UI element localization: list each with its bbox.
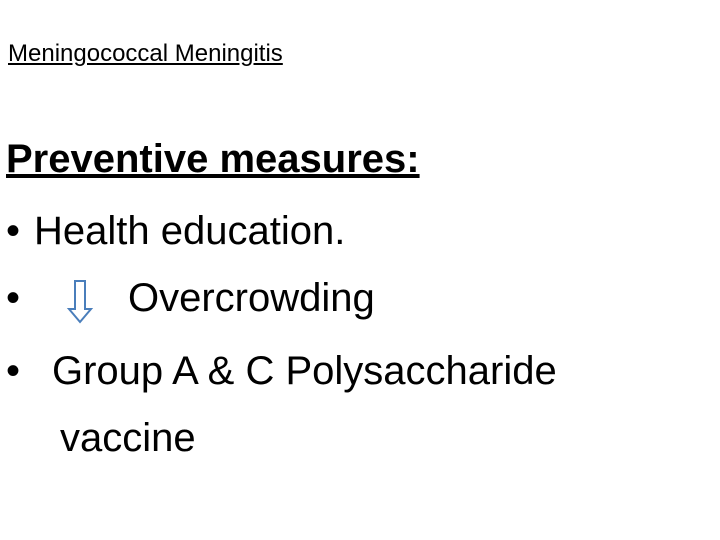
bullet-text: Overcrowding <box>128 276 375 320</box>
bullet-continuation: vaccine <box>60 416 196 460</box>
bullet-marker: • <box>6 209 21 253</box>
slide-title: Preventive measures: <box>6 137 420 181</box>
bullet-marker: • <box>6 349 21 393</box>
bullet-text: Group A & C Polysaccharide <box>52 349 557 393</box>
bullet-item-overcrowding <box>6 274 375 322</box>
bullet-text: Health education. <box>34 209 346 253</box>
slide-header: Meningococcal Meningitis <box>8 40 283 67</box>
bullet-item-vaccine <box>6 347 557 395</box>
bullet-marker: • <box>6 276 21 320</box>
bullet-item-health-education <box>6 207 345 255</box>
down-arrow-icon <box>66 279 94 325</box>
